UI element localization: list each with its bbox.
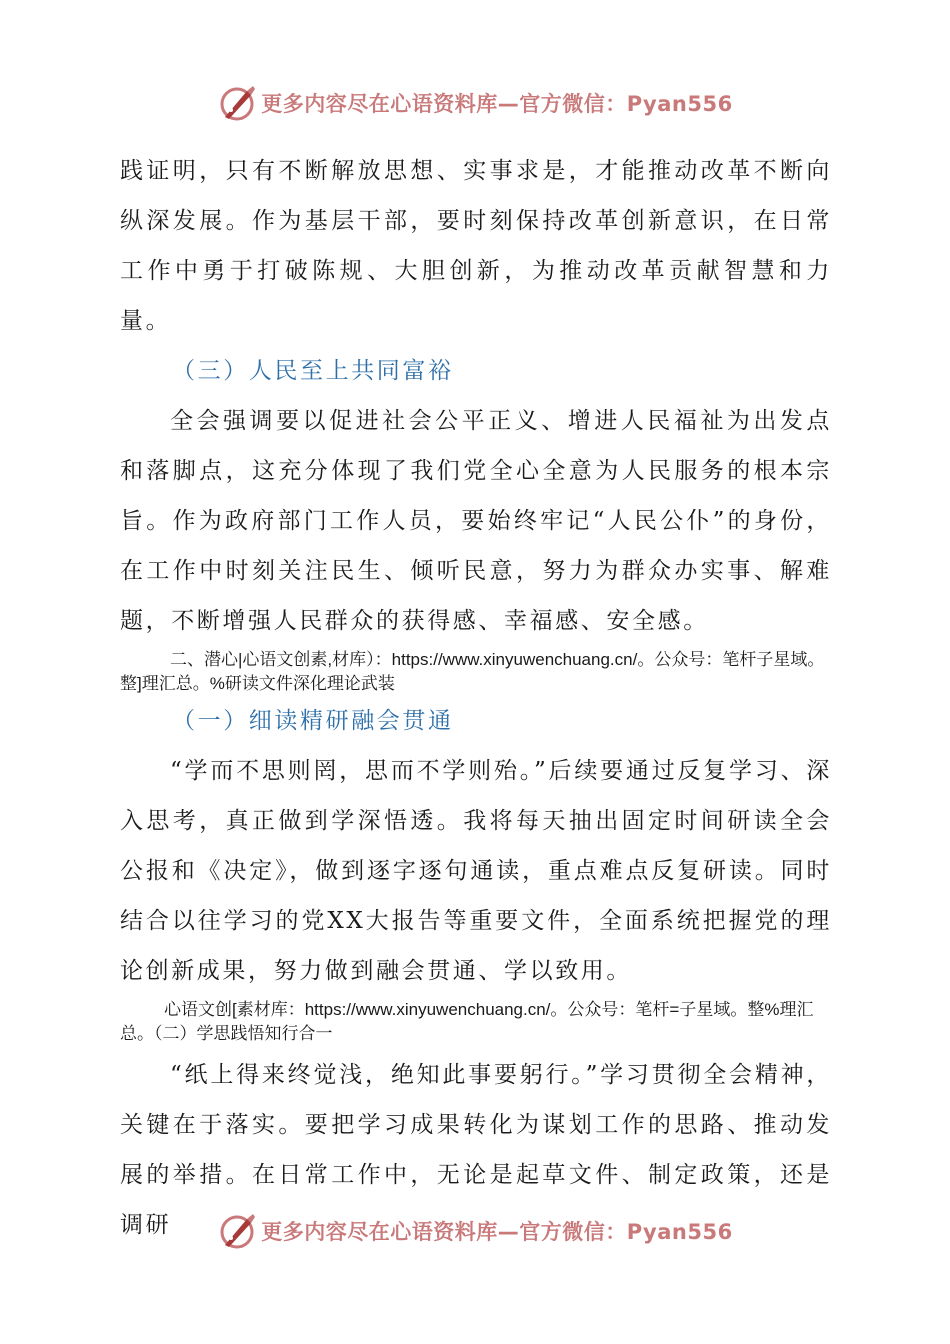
source-note-1: 二、潜心|心语文创素,材库）：https://www.xinyuwenchuang.cn/。公众号：笔杆子星域。整]理汇总。%研读文件深化理论武装 <box>120 650 825 693</box>
pen-logo-icon <box>217 83 257 123</box>
banner-text: 更多内容尽在心语资料库—官方微信：Pyan556 <box>261 1220 733 1244</box>
pen-logo-icon <box>217 1211 257 1251</box>
paragraph-2: 全会强调要以促进社会公平正义、增进人民福祉为出发点和落脚点，这充分体现了我们党全心全意为人民服务的根本宗旨。作为政府部门工作人员，要始终牢记“人民公仆”的身份，在工作中时刻关注民生、倾听民意，努力为群众办实事、解难题，不断增强人民群众的获得感、幸福感、安全感。 <box>120 408 832 634</box>
footer-banner <box>0 1206 950 1256</box>
header-banner <box>0 78 950 128</box>
paragraph-4: “纸上得来终觉浅，绝知此事要躬行。”学习贯彻全会精神，关键在于落实。要把学习成果转化为谋划工作的思路、推动发展的举措。在日常工作中，无论是起草文件、制定政策，还是调研 <box>120 1062 832 1238</box>
paragraph-1: 践证明，只有不断解放思想、实事求是，才能推动改革不断向纵深发展。作为基层干部，要时刻保持改革创新意识，在日常工作中勇于打破陈规、大胆创新，为推动改革贡献智慧和力量。 <box>120 158 832 334</box>
source-note-2: 心语文创[素材库：https://www.xinyuwenchuang.cn/。公众号：笔杆=子星域。整%理汇总。（二）学思践悟知行合一 <box>120 1000 814 1043</box>
document-body <box>120 146 832 1250</box>
section-heading-1: （一）细读精研融会贯通 <box>172 708 454 734</box>
paragraph-3: “学而不思则罔，思而不学则殆。”后续要通过反复学习、深入思考，真正做到学深悟透。我将每天抽出固定时间研读全会公报和《决定》，做到逐字逐句通读，重点难点反复研读。同时结合以往学习的党XX大报告等重要文件，全面系统把握党的理论创新成果，努力做到融会贯通、学以致用。 <box>120 758 832 984</box>
section-heading-3: （三）人民至上共同富裕 <box>172 358 454 384</box>
banner-text: 更多内容尽在心语资料库—官方微信：Pyan556 <box>261 92 733 116</box>
